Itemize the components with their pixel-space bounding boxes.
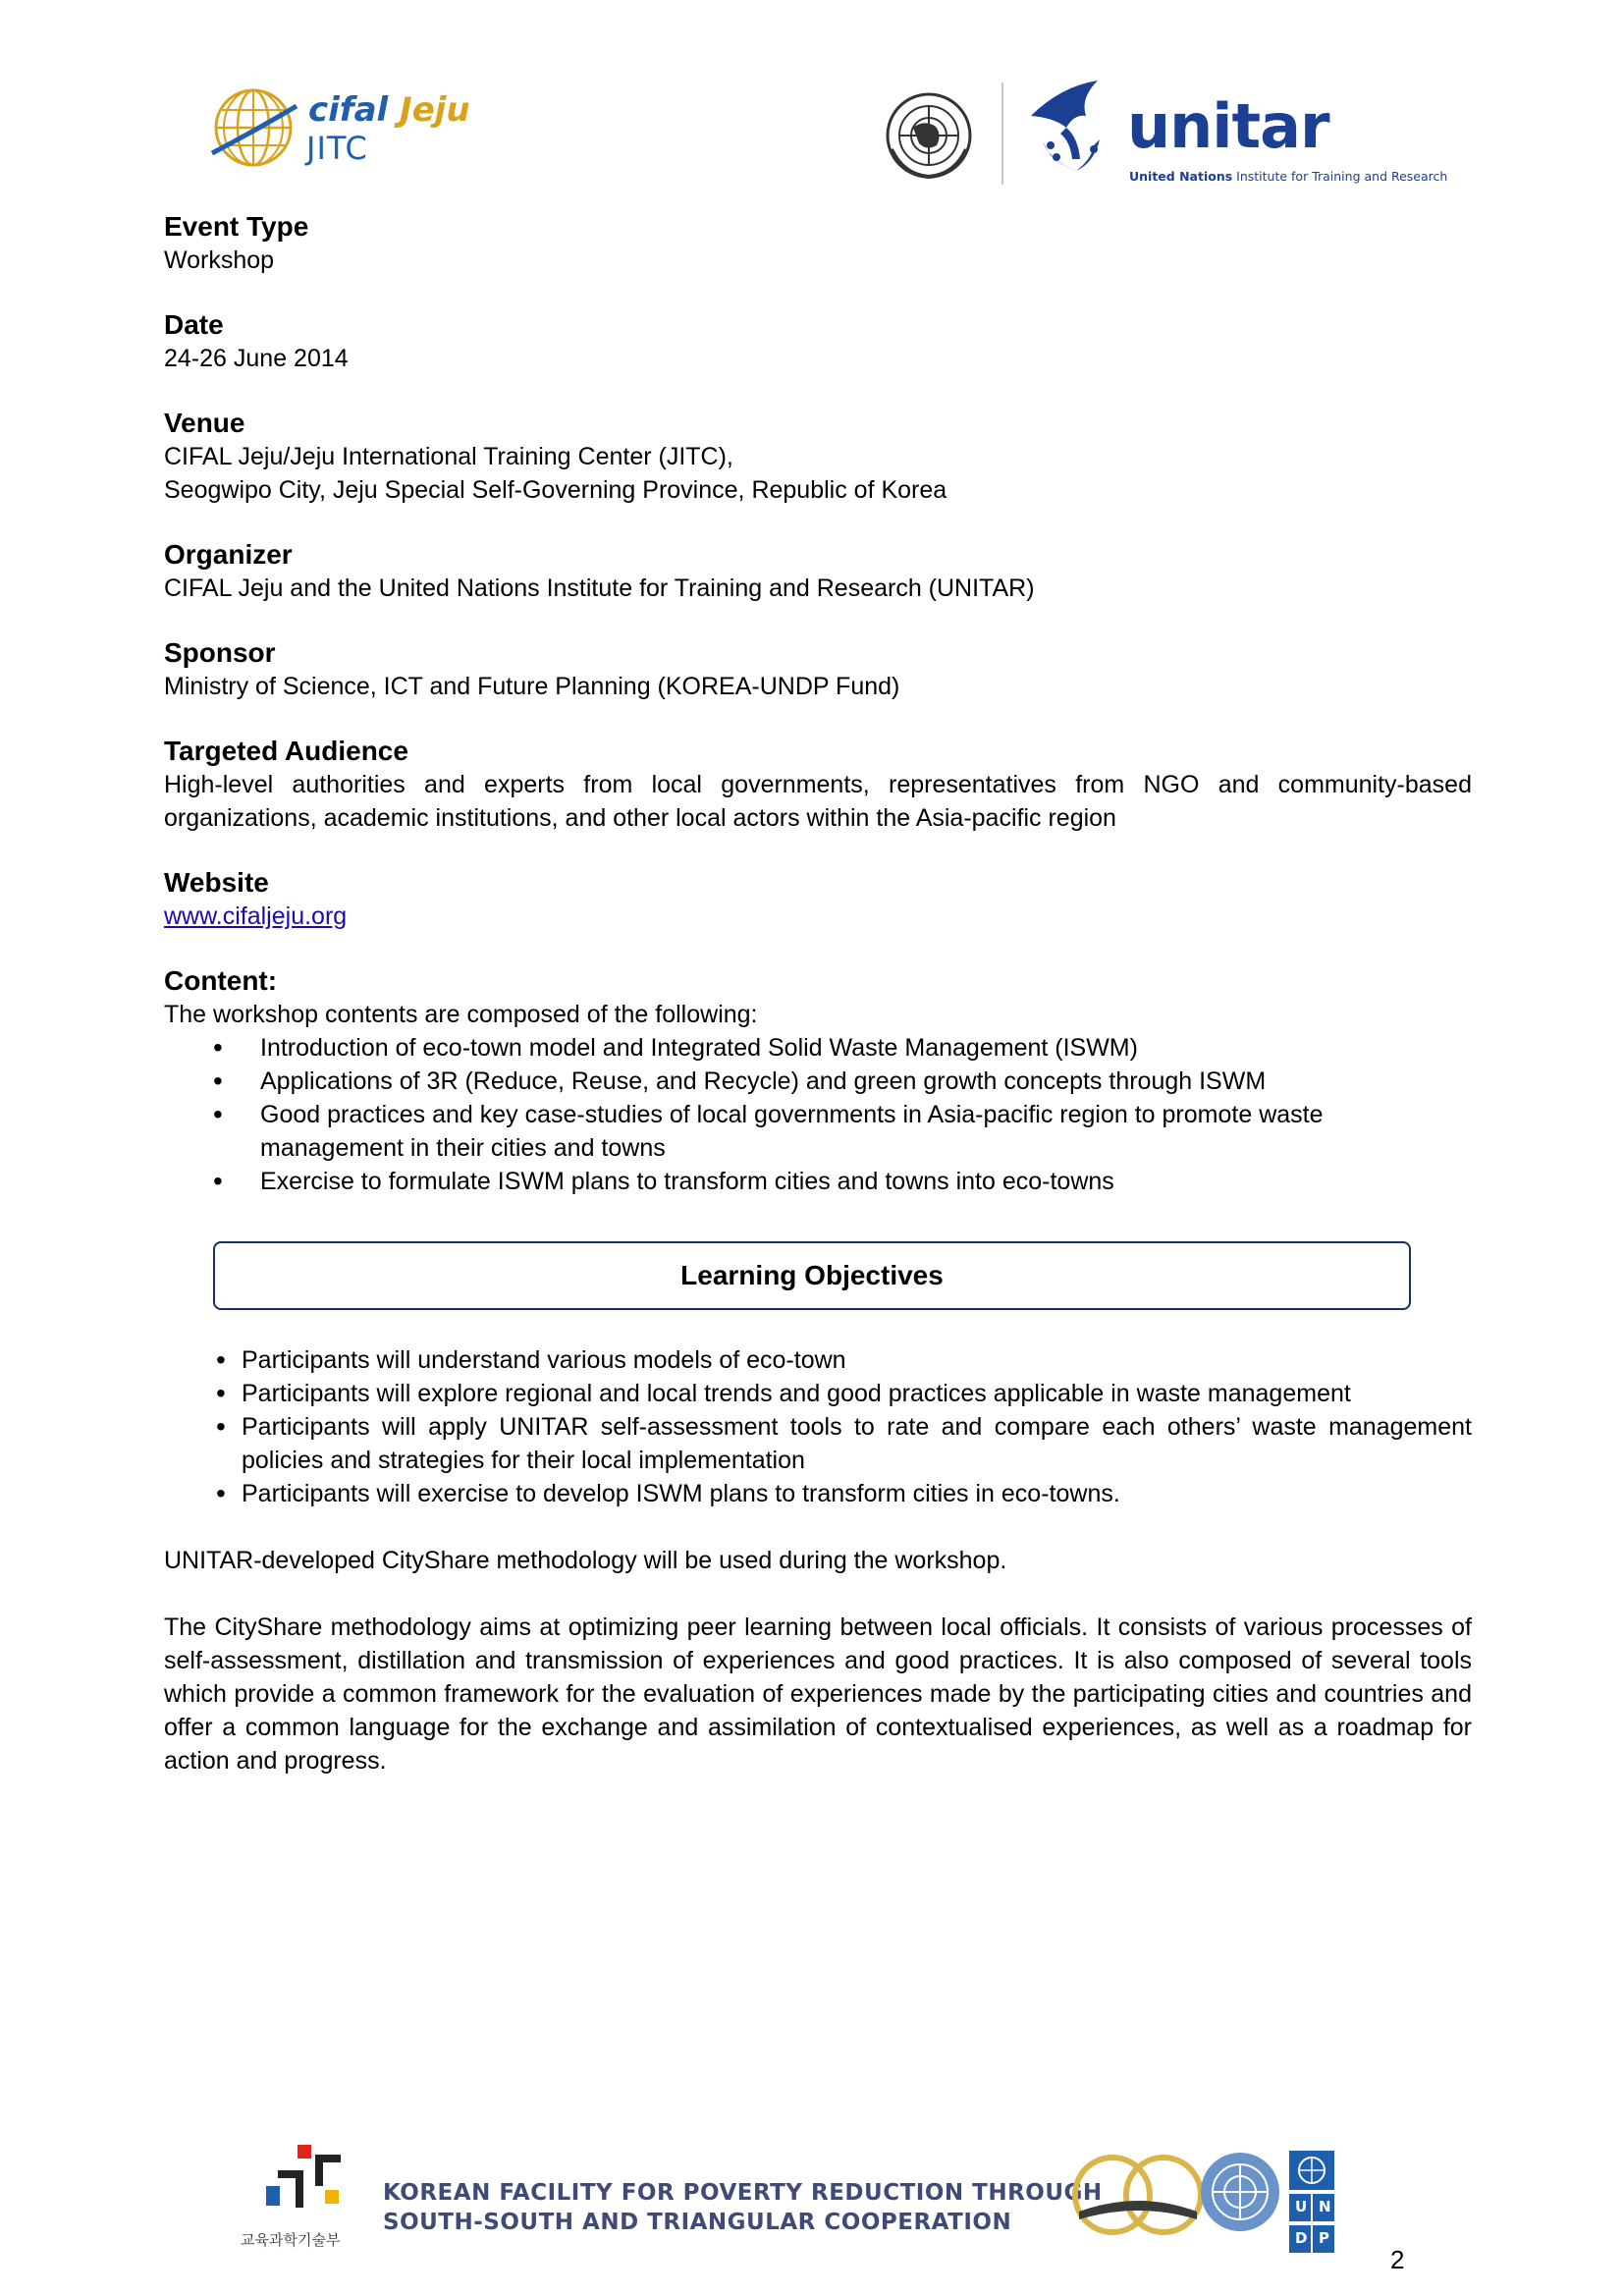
event-type-section	[164, 210, 1472, 277]
venue-value-line2: Seogwipo City, Jeju Special Self-Governing Province, Republic of Korea	[164, 476, 947, 504]
organizer-label: Organizer	[164, 539, 293, 570]
list-item: • Participants will understand various models of eco-town	[216, 1343, 1472, 1377]
audience-label: Targeted Audience	[164, 736, 408, 766]
audience-section	[164, 735, 1472, 835]
footer-logos	[241, 2141, 1370, 2249]
un-emblem-icon	[884, 90, 974, 181]
objectives-list	[164, 1343, 1472, 1510]
event-type-label: Event Type	[164, 211, 309, 242]
cityshare-intro: UNITAR-developed CityShare methodology will be used during the workshop.	[164, 1547, 1007, 1574]
audience-value: High-level authorities and experts from local governments, representatives from NGO and community-based organizations, academic institutions, and other local actors within the Asia-pacific region	[164, 771, 1472, 832]
unitar-bird-icon	[1021, 77, 1119, 185]
partnership-rings-icon	[1065, 2151, 1213, 2239]
list-item: • Participants will exercise to develop ISWM plans to transform cities in eco-towns.	[216, 1477, 1472, 1510]
sponsor-section	[164, 636, 1472, 703]
undp-letter: P	[1319, 2229, 1329, 2247]
unitar-logo-group	[884, 77, 1453, 190]
date-section	[164, 308, 1472, 375]
organizer-section	[164, 538, 1472, 605]
content-section	[164, 964, 1472, 1198]
venue-label: Venue	[164, 408, 245, 438]
sponsor-value: Ministry of Science, ICT and Future Planning (KOREA-UNDP Fund)	[164, 673, 900, 700]
undp-letter: N	[1319, 2198, 1331, 2215]
header-divider	[1001, 82, 1003, 185]
website-link[interactable]: www.cifaljeju.org	[164, 902, 348, 930]
list-item: • Introduction of eco-town model and Integrated Solid Waste Management (ISWM)	[213, 1031, 1472, 1065]
jitc-wordmark: JITC	[306, 130, 368, 167]
list-item: • Exercise to formulate ISWM plans to transform cities and towns into eco-towns	[213, 1165, 1472, 1198]
list-item: • Participants will explore regional and local trends and good practices applicable in waste management	[216, 1377, 1472, 1410]
content-label: Content:	[164, 965, 278, 996]
un-mini-emblem-icon	[1294, 2155, 1329, 2186]
organizer-value: CIFAL Jeju and the United Nations Institute for Training and Research (UNITAR)	[164, 574, 1035, 602]
cifal-wordmark: cifal Jeju	[308, 90, 470, 130]
globe-icon	[208, 84, 298, 171]
venue-value-line1: CIFAL Jeju/Jeju International Training Center (JITC),	[164, 443, 733, 470]
main-content	[164, 210, 1472, 1777]
list-item: • Good practices and key case-studies of local governments in Asia-pacific region to promote waste management in their cities and towns	[213, 1098, 1472, 1165]
list-item: • Applications of 3R (Reduce, Reuse, and Recycle) and green growth concepts through ISWM	[213, 1065, 1472, 1098]
content-intro: The workshop contents are composed of the following:	[164, 1001, 758, 1028]
website-label: Website	[164, 867, 269, 898]
date-value: 24-26 June 2014	[164, 345, 349, 372]
venue-section	[164, 407, 1472, 507]
ministry-logo-icon	[260, 2141, 349, 2219]
undp-letter: U	[1295, 2198, 1308, 2215]
learning-objectives-heading: Learning Objectives	[213, 1241, 1411, 1310]
cityshare-description: The CityShare methodology aims at optimizing peer learning between local officials. It consists of various processes of self-assessment, distillation and transmission of experiences and good practices. It is also composed of several tools which provide a common framework for the evaluation of experiences made by the participating cities and countries and offer a common language for the exchange and assimilation of contextualised experiences, as well as a roadmap for action and progress.	[164, 1613, 1472, 1775]
page-number: 2	[1390, 2245, 1405, 2274]
undp-letter: D	[1295, 2229, 1308, 2247]
content-list	[164, 1031, 1472, 1198]
date-label: Date	[164, 309, 224, 340]
event-type-value: Workshop	[164, 246, 275, 274]
cifal-jeju-logo	[208, 84, 493, 173]
un-globe-icon	[1199, 2151, 1281, 2233]
ministry-korean-name: 교육과학기술부	[241, 2231, 341, 2249]
unitar-wordmark: unitar	[1127, 90, 1329, 162]
korean-facility-text: KOREAN FACILITY FOR POVERTY REDUCTION THROUGH SOUTH-SOUTH AND TRIANGULAR COOPERATION	[383, 2180, 1103, 2235]
list-item: • Participants will apply UNITAR self-assessment tools to rate and compare each others’ waste management policies and strategies for their local implementation	[216, 1410, 1472, 1477]
website-section	[164, 866, 1472, 933]
undp-logo	[1289, 2151, 1334, 2253]
sponsor-label: Sponsor	[164, 637, 276, 668]
unitar-tagline: United Nations Institute for Training and Research	[1129, 169, 1448, 184]
